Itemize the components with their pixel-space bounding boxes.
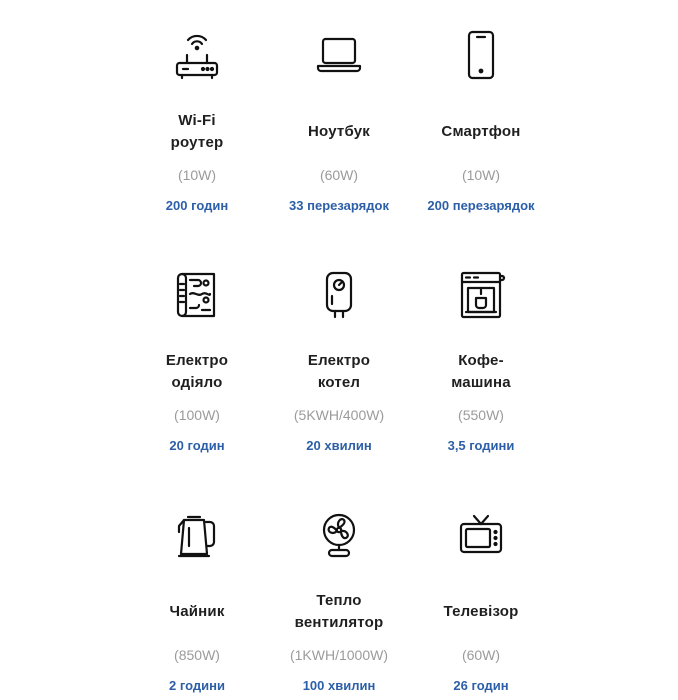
device-card-kettle (122, 508, 272, 694)
device-name: Телевізор (443, 603, 519, 620)
device-runtime: 26 годин (453, 678, 509, 693)
device-runtime: 20 хвилин (306, 438, 372, 453)
kettle-icon (170, 508, 224, 562)
device-power: (5KWH/400W) (293, 407, 385, 423)
device-name: Чайник (169, 603, 225, 620)
coffee-machine-icon (454, 268, 508, 322)
device-card-electric-blanket (122, 268, 272, 454)
device-power: (60W) (461, 647, 501, 663)
device-name: Кофе- машина (451, 352, 511, 391)
device-card-laptop (264, 28, 414, 214)
device-name: Електро котел (307, 352, 371, 391)
tv-icon (454, 508, 508, 562)
device-power: (10W) (177, 167, 217, 183)
device-runtime: 20 годин (169, 438, 225, 453)
smartphone-icon (454, 28, 508, 82)
laptop-icon (312, 28, 366, 82)
device-card-smartphone (406, 28, 556, 214)
device-card-tv (406, 508, 556, 694)
device-runtime: 100 хвилин (302, 678, 376, 693)
device-name: Електро одіяло (165, 352, 229, 391)
device-power: (550W) (458, 407, 504, 423)
device-card-coffee-machine (406, 268, 556, 454)
device-power: (850W) (174, 647, 220, 663)
device-card-water-heater (264, 268, 414, 454)
device-name: Wi-Fi роутер (170, 112, 224, 151)
device-name: Смартфон (441, 123, 521, 140)
device-card-fan-heater (264, 508, 414, 694)
device-runtime: 200 перезарядок (427, 198, 535, 213)
wifi-router-icon (170, 28, 224, 82)
electric-blanket-icon (170, 268, 224, 322)
device-runtime: 33 перезарядок (289, 198, 389, 213)
device-power: (60W) (319, 167, 359, 183)
device-power: (10W) (461, 167, 501, 183)
device-power: (100W) (174, 407, 220, 423)
device-card-wifi-router (122, 28, 272, 214)
device-runtime: 200 годин (165, 198, 229, 213)
device-runtime: 3,5 години (447, 438, 515, 453)
device-power: (1KWH/1000W) (289, 647, 389, 663)
fan-heater-icon (312, 508, 366, 562)
water-heater-icon (312, 268, 366, 322)
device-name: Ноутбук (308, 123, 370, 140)
device-name: Тепло вентилятор (294, 592, 384, 631)
device-runtime: 2 години (169, 678, 225, 693)
